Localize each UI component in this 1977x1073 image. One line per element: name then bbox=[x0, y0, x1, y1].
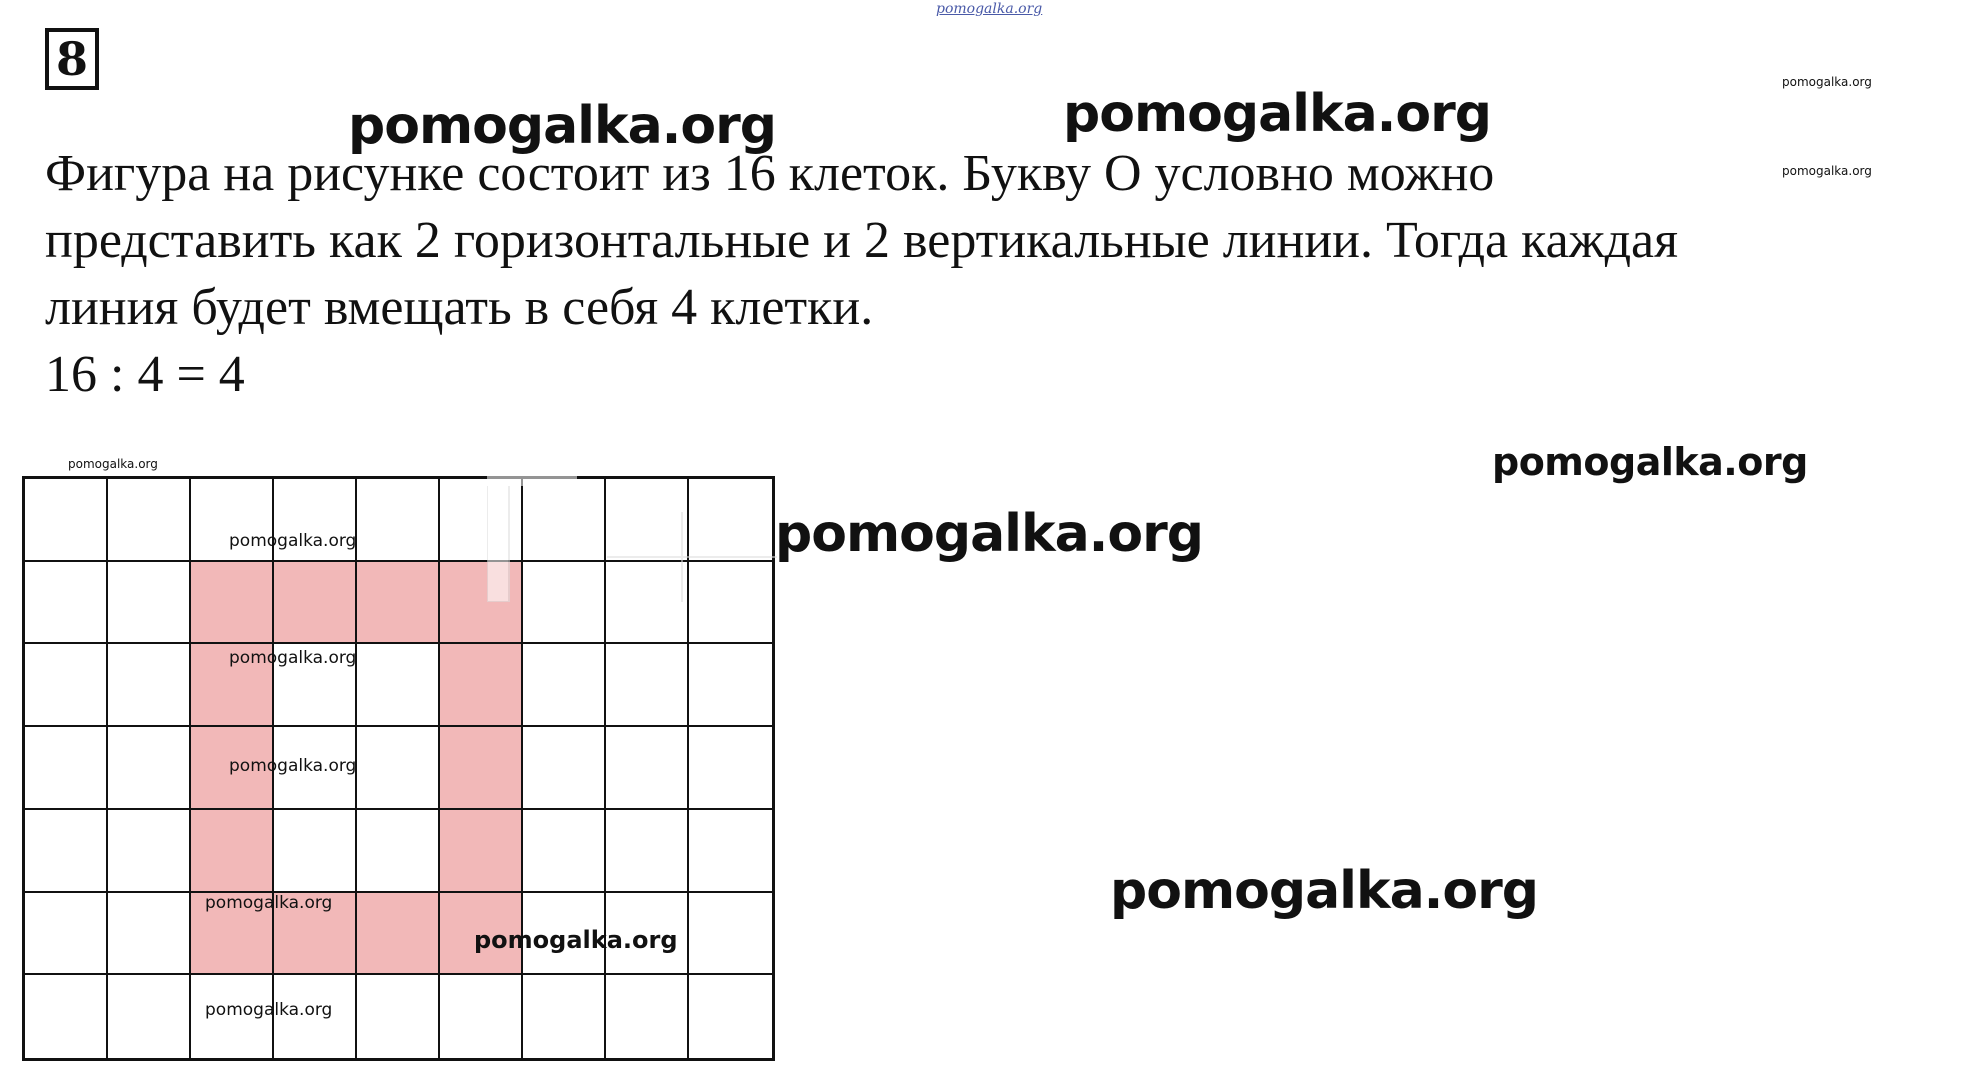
watermark: pomogalka.org bbox=[1492, 440, 1808, 484]
grid-cell bbox=[357, 810, 440, 893]
watermark-top-link[interactable]: pomogalka.org bbox=[936, 1, 1043, 17]
grid-cell bbox=[689, 810, 772, 893]
grid-cell bbox=[108, 893, 191, 976]
grid-cell bbox=[25, 644, 108, 727]
grid-cell bbox=[357, 479, 440, 562]
grid-cell bbox=[523, 727, 606, 810]
ghost-artifact bbox=[487, 472, 777, 602]
grid-cell bbox=[606, 727, 689, 810]
grid-cell bbox=[108, 810, 191, 893]
solution-line: представить как 2 горизонтальные и 2 вертикальные линии. Тогда каждая bbox=[45, 212, 1679, 269]
grid-cell bbox=[606, 975, 689, 1058]
grid-cell bbox=[108, 975, 191, 1058]
watermark: pomogalka.org bbox=[1110, 861, 1539, 921]
grid-cell bbox=[606, 644, 689, 727]
grid-cell bbox=[689, 975, 772, 1058]
grid-cell-filled bbox=[191, 810, 274, 893]
task-number-box: 8 bbox=[45, 28, 99, 90]
grid-cell bbox=[25, 562, 108, 645]
watermark: pomogalka.org bbox=[348, 96, 777, 156]
grid-cell bbox=[606, 810, 689, 893]
watermark: pomogalka.org bbox=[775, 504, 1204, 564]
grid-cell bbox=[25, 479, 108, 562]
watermark: pomogalka.org bbox=[1782, 164, 1872, 178]
grid-cell bbox=[25, 893, 108, 976]
watermark: pomogalka.org bbox=[205, 1000, 333, 1020]
grid-cell bbox=[108, 727, 191, 810]
grid-cell-filled bbox=[440, 810, 523, 893]
grid-cell-filled bbox=[191, 562, 274, 645]
watermark: pomogalka.org bbox=[229, 531, 357, 551]
solution-line: линия будет вмещать в себя 4 клетки. bbox=[45, 279, 874, 336]
grid-cell bbox=[25, 727, 108, 810]
grid-cell-filled bbox=[357, 893, 440, 976]
grid-cell bbox=[523, 810, 606, 893]
grid-cell bbox=[689, 644, 772, 727]
grid-cell bbox=[357, 644, 440, 727]
watermark: pomogalka.org bbox=[229, 756, 357, 776]
grid-cell bbox=[108, 479, 191, 562]
watermark: pomogalka.org bbox=[474, 926, 678, 954]
grid-cell bbox=[689, 893, 772, 976]
grid-cell bbox=[523, 644, 606, 727]
grid-cell bbox=[108, 644, 191, 727]
grid-cell bbox=[440, 975, 523, 1058]
grid-cell-filled bbox=[440, 727, 523, 810]
solution-equation: 16 : 4 = 4 bbox=[45, 346, 245, 403]
watermark: pomogalka.org bbox=[1063, 84, 1492, 144]
grid-cell bbox=[274, 810, 357, 893]
grid-cell bbox=[357, 727, 440, 810]
grid-cell bbox=[108, 562, 191, 645]
grid-cell bbox=[25, 810, 108, 893]
grid-cell-filled bbox=[440, 644, 523, 727]
grid-cell bbox=[25, 975, 108, 1058]
watermark: pomogalka.org bbox=[229, 648, 357, 668]
grid-cell-filled bbox=[274, 562, 357, 645]
solution-line: Фигура на рисунке состоит из 16 клеток. Букву О условно можно bbox=[45, 145, 1495, 202]
watermark: pomogalka.org bbox=[205, 893, 333, 913]
grid-cell bbox=[523, 975, 606, 1058]
grid-cell bbox=[689, 727, 772, 810]
grid-cell bbox=[357, 975, 440, 1058]
watermark: pomogalka.org bbox=[68, 457, 158, 471]
grid-cell-filled bbox=[357, 562, 440, 645]
solution-text bbox=[45, 140, 1945, 408]
watermark: pomogalka.org bbox=[1782, 75, 1872, 89]
